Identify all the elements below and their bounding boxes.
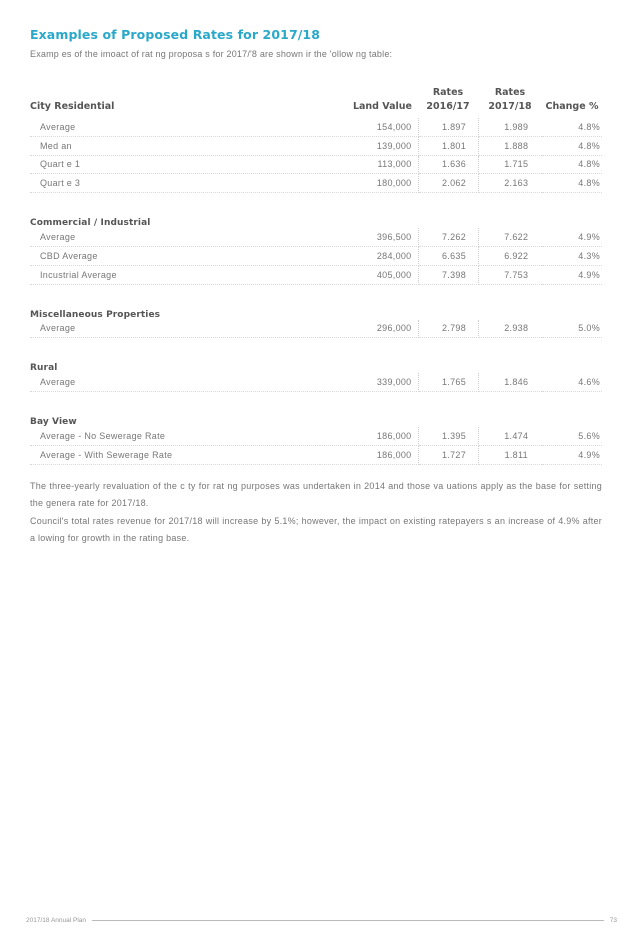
section-heading-row (30, 211, 602, 228)
row-label: Average (30, 373, 320, 391)
change-cell: 4.8% (542, 118, 602, 136)
rates-2016-17-cell: 1.801 (418, 136, 478, 155)
change-cell: 4.9% (542, 445, 602, 464)
table-row (30, 373, 602, 391)
change-cell: 4.9% (542, 228, 602, 246)
section-heading-row (30, 410, 602, 427)
rates-2017-18-cell: 2.938 (478, 320, 542, 338)
row-label: Quart e 1 (30, 155, 320, 174)
rates-table-body (30, 118, 602, 464)
rates-2016-17-cell: 1.765 (418, 373, 478, 391)
row-label: Average (30, 228, 320, 246)
page-title: Examples of Proposed Rates for 2017/18 (30, 27, 321, 42)
paragraph-revaluation: The three-yearly revaluation of the c ty for rat ng purposes was undertaken in 2014 and those va uations apply as the base for setting the genera rate for 2017/18. (30, 481, 602, 508)
row-label: Average (30, 320, 320, 338)
header-rates-2016-17 (418, 86, 478, 118)
section-spacer (30, 284, 602, 303)
header-rates-2017-18-line2: 2017/18 (488, 101, 532, 112)
rates-2017-18-cell: 7.622 (478, 228, 542, 246)
row-label: Incustrial Average (30, 265, 320, 284)
land-value-cell: 284,000 (320, 246, 418, 265)
rates-2017-18-cell: 6.922 (478, 246, 542, 265)
table-header-row (30, 86, 602, 118)
header-land-value: Land Value (352, 101, 412, 112)
table-row (30, 427, 602, 445)
land-value-cell: 405,000 (320, 265, 418, 284)
rates-2017-18-cell: 1.989 (478, 118, 542, 136)
land-value-cell: 396,500 (320, 228, 418, 246)
row-label: Average - With Sewerage Rate (30, 445, 320, 464)
table-row (30, 118, 602, 136)
header-change: Change % (545, 101, 599, 112)
change-cell: 4.9% (542, 265, 602, 284)
land-value-cell: 154,000 (320, 118, 418, 136)
change-cell: 4.8% (542, 155, 602, 174)
section-heading-row (30, 303, 602, 320)
header-rates-2016-17-line1: Rates (432, 87, 464, 98)
rates-2016-17-cell: 7.398 (418, 265, 478, 284)
header-section-first: City Residential (30, 101, 115, 112)
change-cell: 4.6% (542, 373, 602, 391)
section-heading: Miscellaneous Properties (30, 309, 161, 320)
land-value-cell: 186,000 (320, 427, 418, 445)
section-heading: Bay View (30, 417, 77, 428)
rates-2017-18-cell: 1.474 (478, 427, 542, 445)
section-spacer (30, 193, 602, 212)
land-value-cell: 339,000 (320, 373, 418, 391)
rates-2016-17-cell: 1.897 (418, 118, 478, 136)
change-cell: 4.8% (542, 174, 602, 193)
header-rates-2016-17-line2: 2016/17 (426, 101, 470, 112)
row-label: Average (30, 118, 320, 136)
land-value-cell: 180,000 (320, 174, 418, 193)
table-row (30, 136, 602, 155)
paragraph-revenue: Council's total rates revenue for 2017/18 will increase by 5.1%; however, the impact on existing ratepayers s an increase of 4.9% after a lowing for growth in the rating base. (30, 516, 602, 543)
rates-2016-17-cell: 1.636 (418, 155, 478, 174)
footer-page-number: 73 (609, 917, 617, 924)
intro-text: Examp es of the imoact of rat ng proposa s for 2017/'8 are shown ir the 'ollow ng table: (30, 49, 393, 59)
page-footer (26, 917, 617, 924)
section-heading: Rural (30, 363, 58, 374)
row-label: Average - No Sewerage Rate (30, 427, 320, 445)
land-value-cell: 113,000 (320, 155, 418, 174)
rates-2016-17-cell: 1.727 (418, 445, 478, 464)
footer-plan-title: 2017/18 Annual Plan (26, 917, 86, 924)
table-row (30, 265, 602, 284)
rates-2016-17-cell: 1.395 (418, 427, 478, 445)
rates-2017-18-cell: 1.888 (478, 136, 542, 155)
spacer-cell (30, 193, 602, 212)
spacer-cell (30, 392, 602, 411)
section-spacer (30, 338, 602, 357)
header-rates-2017-18-line1: Rates (494, 87, 526, 98)
change-cell: 5.6% (542, 427, 602, 445)
header-rates-2017-18 (478, 86, 542, 118)
rates-2017-18-cell: 2.163 (478, 174, 542, 193)
change-cell: 5.0% (542, 320, 602, 338)
footer-rule (92, 920, 604, 921)
table-row (30, 155, 602, 174)
row-label: Med an (30, 136, 320, 155)
rates-2016-17-cell: 6.635 (418, 246, 478, 265)
rates-2017-18-cell: 1.811 (478, 445, 542, 464)
rates-2016-17-cell: 2.062 (418, 174, 478, 193)
land-value-cell: 296,000 (320, 320, 418, 338)
land-value-cell: 139,000 (320, 136, 418, 155)
rates-2016-17-cell: 2.798 (418, 320, 478, 338)
change-cell: 4.3% (542, 246, 602, 265)
table-row (30, 228, 602, 246)
rates-2017-18-cell: 7.753 (478, 265, 542, 284)
section-heading: Commercial / Industrial (30, 218, 151, 229)
row-label: Quart e 3 (30, 174, 320, 193)
spacer-cell (30, 284, 602, 303)
row-label: CBD Average (30, 246, 320, 265)
section-spacer (30, 392, 602, 411)
change-cell: 4.8% (542, 136, 602, 155)
table-row (30, 320, 602, 338)
table-row (30, 445, 602, 464)
land-value-cell: 186,000 (320, 445, 418, 464)
spacer-cell (30, 338, 602, 357)
table-row (30, 246, 602, 265)
rates-table (30, 86, 602, 465)
rates-2016-17-cell: 7.262 (418, 228, 478, 246)
section-heading-row (30, 356, 602, 373)
rates-2017-18-cell: 1.715 (478, 155, 542, 174)
table-row (30, 174, 602, 193)
rates-2017-18-cell: 1.846 (478, 373, 542, 391)
